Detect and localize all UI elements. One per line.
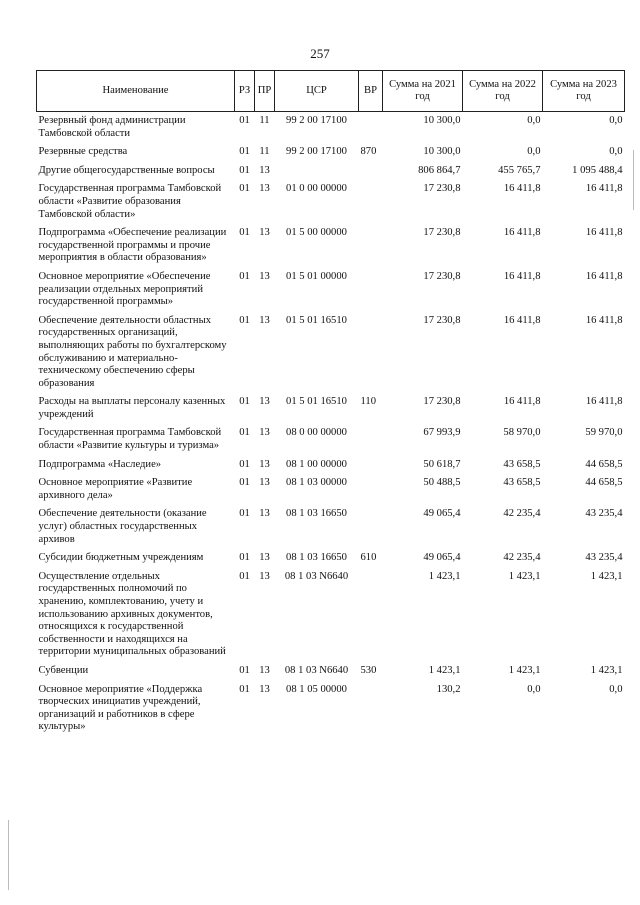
scan-edge-mark xyxy=(8,820,9,890)
cell-sum-2021: 17 230,8 xyxy=(423,396,461,408)
scan-edge-mark xyxy=(633,150,634,210)
cell-vr xyxy=(359,180,383,224)
cell-sum-2023: 43 235,4 xyxy=(585,552,623,564)
cell-csr: 01 5 01 00000 xyxy=(286,270,347,282)
cell-rz: 01 xyxy=(239,508,250,520)
cell-sum-2023: 43 235,4 xyxy=(585,508,623,520)
cell-vr xyxy=(359,268,383,312)
cell-name: Другие общегосударственные вопросы xyxy=(38,164,215,176)
header-sum-2023: Сумма на 2023 год xyxy=(543,71,625,112)
cell-sum-2021: 17 230,8 xyxy=(423,227,461,239)
cell-sum-2023: 0,0 xyxy=(609,146,623,158)
table-row xyxy=(37,268,625,312)
cell-vr xyxy=(359,112,383,144)
cell-name: Основное мероприятие «Поддержка творческих инициатив учреждений, организаций и работников в сфере культуры» xyxy=(38,683,203,733)
cell-name: Государственная программа Тамбовской области «Развитие образования Тамбовской области» xyxy=(38,183,222,220)
cell-sum-2021: 10 300,0 xyxy=(423,115,461,126)
cell-vr: 610 xyxy=(360,552,377,564)
table-row xyxy=(37,549,625,568)
cell-vr xyxy=(359,224,383,268)
cell-pr: 13 xyxy=(259,183,270,195)
cell-sum-2021: 130,2 xyxy=(436,683,461,695)
cell-csr: 01 5 00 00000 xyxy=(286,227,347,239)
cell-csr: 08 0 00 00000 xyxy=(286,427,347,439)
cell-rz: 01 xyxy=(239,146,250,158)
page-number: 257 xyxy=(310,46,330,61)
cell-rz: 01 xyxy=(239,458,250,470)
cell-csr: 99 2 00 17100 xyxy=(286,115,347,126)
cell-sum-2023: 16 411,8 xyxy=(585,314,623,326)
cell-sum-2021: 806 864,7 xyxy=(418,164,461,176)
cell-sum-2023: 1 423,1 xyxy=(590,570,623,582)
cell-pr: 13 xyxy=(259,477,270,489)
cell-vr: 530 xyxy=(360,664,377,676)
table-row xyxy=(37,662,625,681)
cell-sum-2021: 17 230,8 xyxy=(423,183,461,195)
cell-name: Расходы на выплаты персоналу казенных учреждений xyxy=(38,396,226,420)
cell-rz: 01 xyxy=(239,227,250,239)
cell-csr: 08 1 00 00000 xyxy=(286,458,347,470)
header-sum-2022: Сумма на 2022 год xyxy=(463,71,543,112)
table-row xyxy=(37,424,625,455)
cell-sum-2021: 10 300,0 xyxy=(423,146,461,158)
cell-rz: 01 xyxy=(239,683,250,695)
cell-sum-2021: 17 230,8 xyxy=(423,270,461,282)
cell-sum-2022: 16 411,8 xyxy=(503,396,541,408)
cell-rz: 01 xyxy=(239,270,250,282)
cell-name: Подпрограмма «Обеспечение реализации государственной программы и прочие мероприятия в области образования» xyxy=(38,227,227,264)
cell-sum-2022: 1 423,1 xyxy=(508,664,541,676)
cell-sum-2021: 50 488,5 xyxy=(423,477,461,489)
cell-sum-2022: 42 235,4 xyxy=(503,552,541,564)
table-row xyxy=(37,162,625,181)
table-header xyxy=(37,71,625,112)
cell-sum-2022: 455 765,7 xyxy=(498,164,541,176)
cell-pr: 13 xyxy=(259,508,270,520)
cell-sum-2022: 16 411,8 xyxy=(503,227,541,239)
cell-csr: 01 5 01 16510 xyxy=(286,396,347,408)
cell-sum-2022: 42 235,4 xyxy=(503,508,541,520)
cell-sum-2021: 49 065,4 xyxy=(423,508,461,520)
cell-csr: 08 1 05 00000 xyxy=(286,683,347,695)
cell-name: Субвенции xyxy=(38,664,89,676)
cell-sum-2022: 43 658,5 xyxy=(503,477,541,489)
table-row xyxy=(37,456,625,475)
table-row xyxy=(37,474,625,505)
cell-vr xyxy=(359,312,383,394)
cell-sum-2023: 0,0 xyxy=(609,683,623,695)
cell-sum-2021: 49 065,4 xyxy=(423,552,461,564)
cell-name: Резервный фонд администрации Тамбовской области xyxy=(38,115,186,139)
header-sum-2021: Сумма на 2021 год xyxy=(383,71,463,112)
cell-sum-2021: 17 230,8 xyxy=(423,314,461,326)
header-name: Наименование xyxy=(37,71,235,112)
cell-pr: 13 xyxy=(259,164,270,176)
cell-sum-2022: 16 411,8 xyxy=(503,314,541,326)
cell-sum-2022: 43 658,5 xyxy=(503,458,541,470)
cell-sum-2023: 16 411,8 xyxy=(585,270,623,282)
cell-vr xyxy=(359,456,383,475)
cell-pr: 11 xyxy=(259,146,270,158)
cell-sum-2023: 16 411,8 xyxy=(585,183,623,195)
cell-sum-2022: 16 411,8 xyxy=(503,183,541,195)
header-csr: ЦСР xyxy=(275,71,359,112)
cell-pr: 13 xyxy=(259,314,270,326)
cell-vr: 110 xyxy=(360,396,376,408)
table-row xyxy=(37,312,625,394)
cell-name: Субсидии бюджетным учреждениям xyxy=(38,552,204,564)
cell-name: Осуществление отдельных государственных полномочий по хранению, комплектованию, учету и использованию архивных документов, относящихся к государственной собственности и находящихся на территории муниципальных образований xyxy=(38,570,226,658)
cell-rz: 01 xyxy=(239,552,250,564)
cell-rz: 01 xyxy=(239,314,250,326)
cell-sum-2023: 59 970,0 xyxy=(585,427,623,439)
cell-sum-2023: 1 095 488,4 xyxy=(572,164,623,176)
cell-csr: 01 0 00 00000 xyxy=(286,183,347,195)
budget-table xyxy=(36,70,625,737)
cell-sum-2021: 67 993,9 xyxy=(423,427,461,439)
cell-vr xyxy=(359,474,383,505)
cell-pr: 11 xyxy=(259,115,270,126)
cell-rz: 01 xyxy=(239,396,250,408)
cell-sum-2022: 0,0 xyxy=(527,115,541,126)
cell-rz: 01 xyxy=(239,664,250,676)
cell-rz: 01 xyxy=(239,183,250,195)
cell-sum-2023: 44 658,5 xyxy=(585,458,623,470)
cell-vr: 870 xyxy=(360,146,377,158)
cell-csr xyxy=(275,162,359,181)
cell-sum-2023: 16 411,8 xyxy=(585,396,623,408)
cell-pr: 13 xyxy=(259,427,270,439)
cell-csr: 08 1 03 16650 xyxy=(286,552,347,564)
cell-rz: 01 xyxy=(239,164,250,176)
cell-sum-2021: 1 423,1 xyxy=(428,664,461,676)
cell-csr: 01 5 01 16510 xyxy=(286,314,347,326)
cell-csr: 08 1 03 16650 xyxy=(286,508,347,520)
cell-pr: 13 xyxy=(259,270,270,282)
cell-rz: 01 xyxy=(239,477,250,489)
table-row xyxy=(37,180,625,224)
table-row xyxy=(37,112,625,144)
cell-vr xyxy=(359,162,383,181)
table-row xyxy=(37,681,625,737)
cell-pr: 13 xyxy=(259,396,270,408)
cell-csr: 99 2 00 17100 xyxy=(286,146,347,158)
cell-csr: 08 1 03 N6640 xyxy=(284,570,349,582)
cell-pr: 13 xyxy=(259,664,270,676)
cell-name: Основное мероприятие «Развитие архивного дела» xyxy=(38,477,193,501)
cell-name: Обеспечение деятельности областных государственных организаций, выполняющих работы по бухгалтерскому обслуживанию и материально-техническому обеспечению сферы образования xyxy=(38,314,227,389)
cell-name: Обеспечение деятельности (оказание услуг) областных государственных архивов xyxy=(38,508,207,545)
cell-pr: 13 xyxy=(259,458,270,470)
table-row xyxy=(37,568,625,662)
cell-sum-2023: 1 423,1 xyxy=(590,664,623,676)
cell-csr: 08 1 03 00000 xyxy=(286,477,347,489)
header-vr: ВР xyxy=(359,71,383,112)
cell-name: Основное мероприятие «Обеспечение реализации отдельных мероприятий государственной программы» xyxy=(38,270,211,308)
table-row xyxy=(37,505,625,549)
cell-pr: 13 xyxy=(259,570,270,582)
table-row xyxy=(37,143,625,162)
cell-vr xyxy=(359,505,383,549)
cell-rz: 01 xyxy=(239,570,250,582)
cell-sum-2022: 0,0 xyxy=(527,683,541,695)
cell-vr xyxy=(359,424,383,455)
cell-sum-2023: 0,0 xyxy=(609,115,623,126)
cell-pr: 13 xyxy=(259,552,270,564)
cell-rz: 01 xyxy=(239,115,250,126)
cell-sum-2022: 16 411,8 xyxy=(503,270,541,282)
cell-sum-2022: 0,0 xyxy=(527,146,541,158)
cell-rz: 01 xyxy=(239,427,250,439)
cell-sum-2023: 16 411,8 xyxy=(585,227,623,239)
table-body xyxy=(37,112,625,737)
cell-vr xyxy=(359,681,383,737)
cell-sum-2021: 50 618,7 xyxy=(423,458,461,470)
cell-name: Государственная программа Тамбовской области «Развитие культуры и туризма» xyxy=(38,427,222,452)
header-pr: ПР xyxy=(255,71,275,112)
cell-sum-2022: 58 970,0 xyxy=(503,427,541,439)
cell-vr xyxy=(359,568,383,662)
cell-sum-2021: 1 423,1 xyxy=(428,570,461,582)
cell-csr: 08 1 03 N6640 xyxy=(284,664,349,676)
cell-sum-2022: 1 423,1 xyxy=(508,570,541,582)
cell-name: Подпрограмма «Наследие» xyxy=(38,458,162,470)
table-row xyxy=(37,393,625,424)
cell-pr: 13 xyxy=(259,683,270,695)
cell-pr: 13 xyxy=(259,227,270,239)
header-rz: РЗ xyxy=(235,71,255,112)
table-row xyxy=(37,224,625,268)
cell-name: Резервные средства xyxy=(38,146,128,158)
cell-sum-2023: 44 658,5 xyxy=(585,477,623,489)
